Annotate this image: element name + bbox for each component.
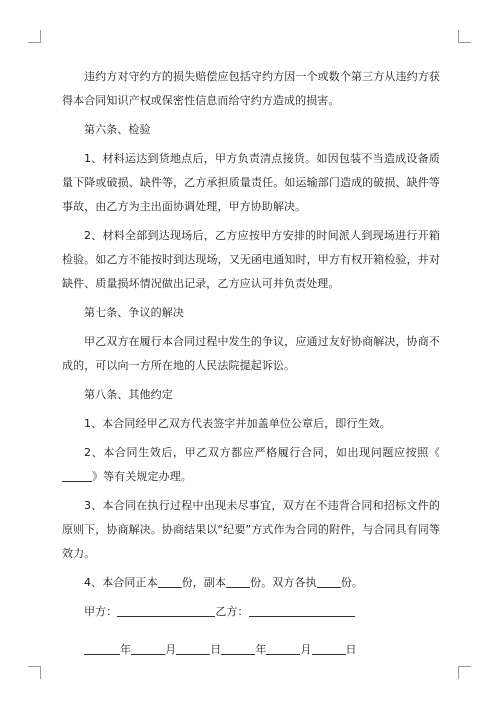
each-party-copies-blank[interactable]	[317, 575, 341, 588]
party-a-day-label: 日	[210, 643, 222, 656]
party-a-month-label: 月	[165, 643, 177, 656]
original-copies-blank[interactable]	[158, 575, 182, 588]
crop-mark-top-right	[458, 30, 471, 43]
paragraph-liability: 违约方对守约方的损失赔偿应包括守约方因一个或数个第三方从违约方获得本合同知识产权或保密性信息而给守约方造成的损害。	[62, 70, 440, 107]
paragraph-8-2	[62, 441, 440, 489]
party-a-year-blank[interactable]	[84, 642, 120, 655]
paragraph-6-1: 1、材料运达到货地点后，甲方负责清点接货。如因包装不当造成设备质量下降或破损、缺件等，乙方承担质量责任。如运输部门造成的破损、缺件等事故，由乙方为主出面协调处理，甲方协助解决。	[62, 152, 440, 213]
party-b-year-label: 年	[255, 643, 267, 656]
party-b-label: 乙方：	[215, 605, 249, 618]
party-b-signature-blank[interactable]	[249, 604, 355, 617]
regulation-name-blank[interactable]	[62, 469, 92, 482]
heading-article-7: 第七条、争议的解决	[84, 306, 184, 319]
party-a-label: 甲方：	[84, 605, 118, 618]
signature-row	[62, 600, 440, 624]
paragraph-8-3: 3、本合同在执行过程中出现未尽事宜，双方在不违背合同和招标文件的原则下，协商解决。协商结果以“纪要”方式作为合同的附件，与合同具有同等效力。	[62, 499, 440, 560]
paragraph-6-2: 2、材料全部到达现场后，乙方应按甲方安排的时间派人到现场进行开箱检验。如乙方不能按时到达现场，又无函电通知时，甲方有权开箱检验，并对缺件、质量损坏情况做出记录，乙方应认可并负责处理。	[62, 229, 440, 290]
heading-article-6: 第六条、检验	[84, 123, 151, 136]
party-b-day-label: 日	[345, 643, 357, 656]
paragraph-8-4-text-b: 份，副本	[181, 576, 227, 589]
paragraph-8-4-text-a: 4、本合同正本	[84, 576, 158, 589]
paragraph-8-1: 1、本合同经甲乙双方代表签字并加盖单位公章后，即行生效。	[84, 417, 391, 430]
heading-article-8: 第八条、其他约定	[84, 388, 173, 401]
party-a-year-label: 年	[120, 643, 132, 656]
crop-mark-bottom-right	[458, 666, 471, 679]
party-b-month-blank[interactable]	[266, 642, 300, 655]
party-a-day-blank[interactable]	[176, 642, 210, 655]
paragraph-8-4-text-c: 份。双方各执	[250, 576, 317, 589]
paragraph-8-4-text-d: 份。	[340, 576, 363, 589]
crop-mark-bottom-left	[28, 666, 41, 679]
crop-mark-top-left	[28, 30, 41, 43]
party-a-signature-blank[interactable]	[117, 604, 215, 617]
paragraph-7: 甲乙双方在履行本合同过程中发生的争议，应通过友好协商解决，协商不成的，可以向一方所在地的人民法院提起诉讼。	[62, 335, 440, 372]
document-body	[62, 65, 440, 667]
party-a-month-blank[interactable]	[131, 642, 165, 655]
paragraph-8-2-text-a: 2、本合同生效后，甲乙双方都应严格履行合同，如出现问题应按照《	[84, 446, 440, 459]
party-b-month-label: 月	[300, 643, 312, 656]
paragraph-8-2-text-b: 》等有关规定办理。	[92, 470, 192, 483]
party-b-day-blank[interactable]	[312, 642, 346, 655]
date-row	[62, 638, 440, 662]
paragraph-8-4	[62, 571, 440, 595]
duplicate-copies-blank[interactable]	[226, 575, 250, 588]
party-b-year-blank[interactable]	[221, 642, 255, 655]
